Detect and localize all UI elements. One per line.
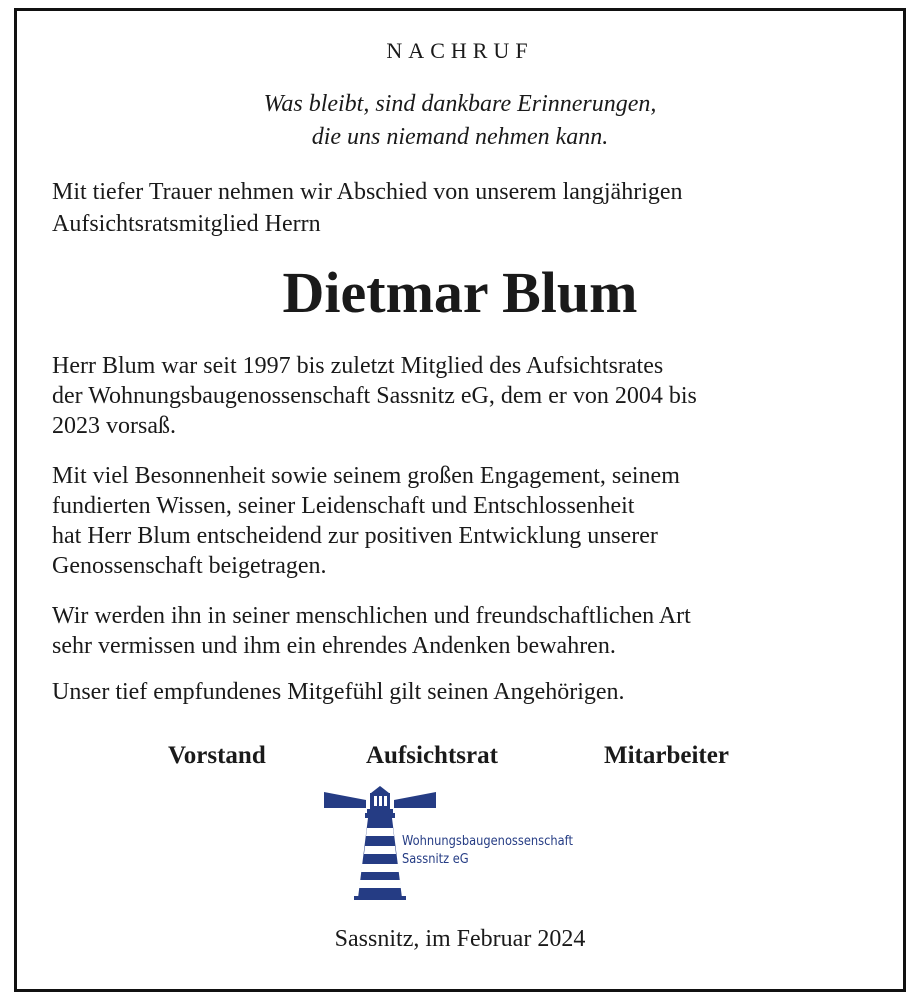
deceased-name: Dietmar Blum	[282, 260, 638, 325]
paragraph-line: fundierten Wissen, seiner Leidenschaft und Entschlossenheit	[52, 493, 635, 519]
paragraph-line: der Wohnungsbaugenossenschaft Sassnitz eG, dem er von 2004 bis	[52, 383, 697, 409]
paragraph-line: Mit viel Besonnenheit sowie seinem großen Engagement, seinem	[52, 463, 680, 489]
paragraph-condolence	[52, 677, 872, 707]
paragraph-remembrance	[52, 601, 872, 661]
motto-line: Was bleibt, sind dankbare Erinnerungen,	[263, 91, 657, 117]
paragraph-line: Herr Blum war seit 1997 bis zuletzt Mitglied des Aufsichtsrates	[52, 353, 664, 379]
signer-supervisory-board: Aufsichtsrat	[366, 742, 498, 769]
paragraph-line: Unser tief empfundenes Mitgefühl gilt seinen Angehörigen.	[52, 679, 625, 705]
paragraph-line: Wir werden ihn in seiner menschlichen und freundschaftlichen Art	[52, 603, 691, 629]
paragraph-merits	[52, 461, 872, 581]
paragraph-line: hat Herr Blum entscheidend zur positiven Entwicklung unserer	[52, 523, 658, 549]
intro-text	[52, 176, 872, 240]
intro-line: Mit tiefer Trauer nehmen wir Abschied von unserem langjährigen	[52, 179, 683, 205]
place-and-date: Sassnitz, im Februar 2024	[334, 926, 586, 952]
paragraph-career	[52, 351, 872, 441]
logo-company-suffix: Sassnitz eG	[402, 852, 469, 867]
logo-company-name: Wohnungsbaugenossenschaft	[402, 834, 573, 849]
paragraph-line: sehr vermissen und ihm ein ehrendes Andenken bewahren.	[52, 633, 616, 659]
motto-line: die uns niemand nehmen kann.	[311, 124, 609, 150]
paragraph-line: Genossenschaft beigetragen.	[52, 553, 327, 579]
motto-quote	[0, 88, 920, 154]
signer-staff: Mitarbeiter	[604, 742, 729, 769]
intro-line: Aufsichtsratsmitglied Herrn	[52, 211, 321, 237]
paragraph-line: 2023 vorsaß.	[52, 413, 176, 439]
notice-heading: NACHRUF	[386, 38, 534, 63]
signer-board: Vorstand	[168, 742, 266, 769]
